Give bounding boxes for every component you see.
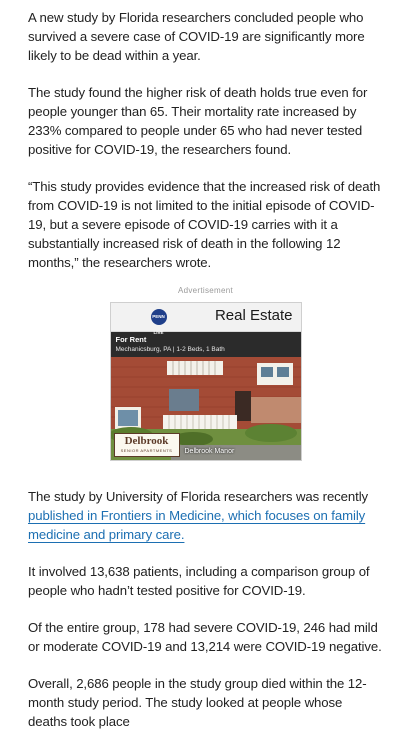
article-paragraph: The study found the higher risk of death holds true even for people younger than 65. Their mortality rate increased by 233% compared to people under 65 who had never tested positive for COVID-19, the researchers found. bbox=[28, 85, 368, 157]
ad-category: Real Estate bbox=[214, 307, 293, 324]
pennlive-logo: PENN LIVE bbox=[151, 309, 167, 325]
brand-name: Delbrook bbox=[124, 435, 169, 447]
listing-status: For Rent bbox=[115, 335, 147, 344]
article-paragraph: A new study by Florida researchers concluded people who survived a severe case of COVID-19 are significantly more likely to be dead within a year. bbox=[28, 10, 365, 63]
article-paragraph: “This study provides evidence that the increased risk of death from COVID-19 is not limited to the initial episode of COVID-19, but a severe episode of COVID-19 carries with it a substantially increased risk of death in the following 12 months,” the researchers wrote. bbox=[28, 179, 381, 270]
article-paragraph: It involved 13,638 patients, including a comparison group of people who hadn’t tested positive for COVID-19. bbox=[28, 564, 370, 598]
article-paragraph: Of the entire group, 178 had severe COVID-19, 246 had mild or moderate COVID-19 and 13,214 were COVID-19 negative. bbox=[28, 620, 382, 654]
advertisement-label: Advertisement bbox=[177, 286, 234, 295]
brand-subtitle: SENIOR APARTMENTS bbox=[120, 448, 173, 453]
article-paragraph bbox=[28, 487, 383, 544]
frontiers-in-medicine-link[interactable]: published in Frontiers in Medicine, which focuses on family medicine and primary care. bbox=[28, 508, 366, 542]
paragraph-text: The study by University of Florida researchers was recently bbox=[28, 489, 369, 504]
delbrook-logo bbox=[114, 433, 180, 457]
ad-header bbox=[111, 303, 301, 335]
ad-caption: Delbrook Manor bbox=[184, 448, 235, 455]
real-estate-ad[interactable] bbox=[110, 302, 302, 461]
listing-details: Mechanicsburg, PA | 1-2 Beds, 1 Bath bbox=[115, 346, 225, 353]
article-paragraph: Overall, 2,686 people in the study group died within the 12-month study period. The study looked at people whose deaths took place bbox=[28, 676, 367, 729]
listing-bar bbox=[111, 332, 301, 358]
